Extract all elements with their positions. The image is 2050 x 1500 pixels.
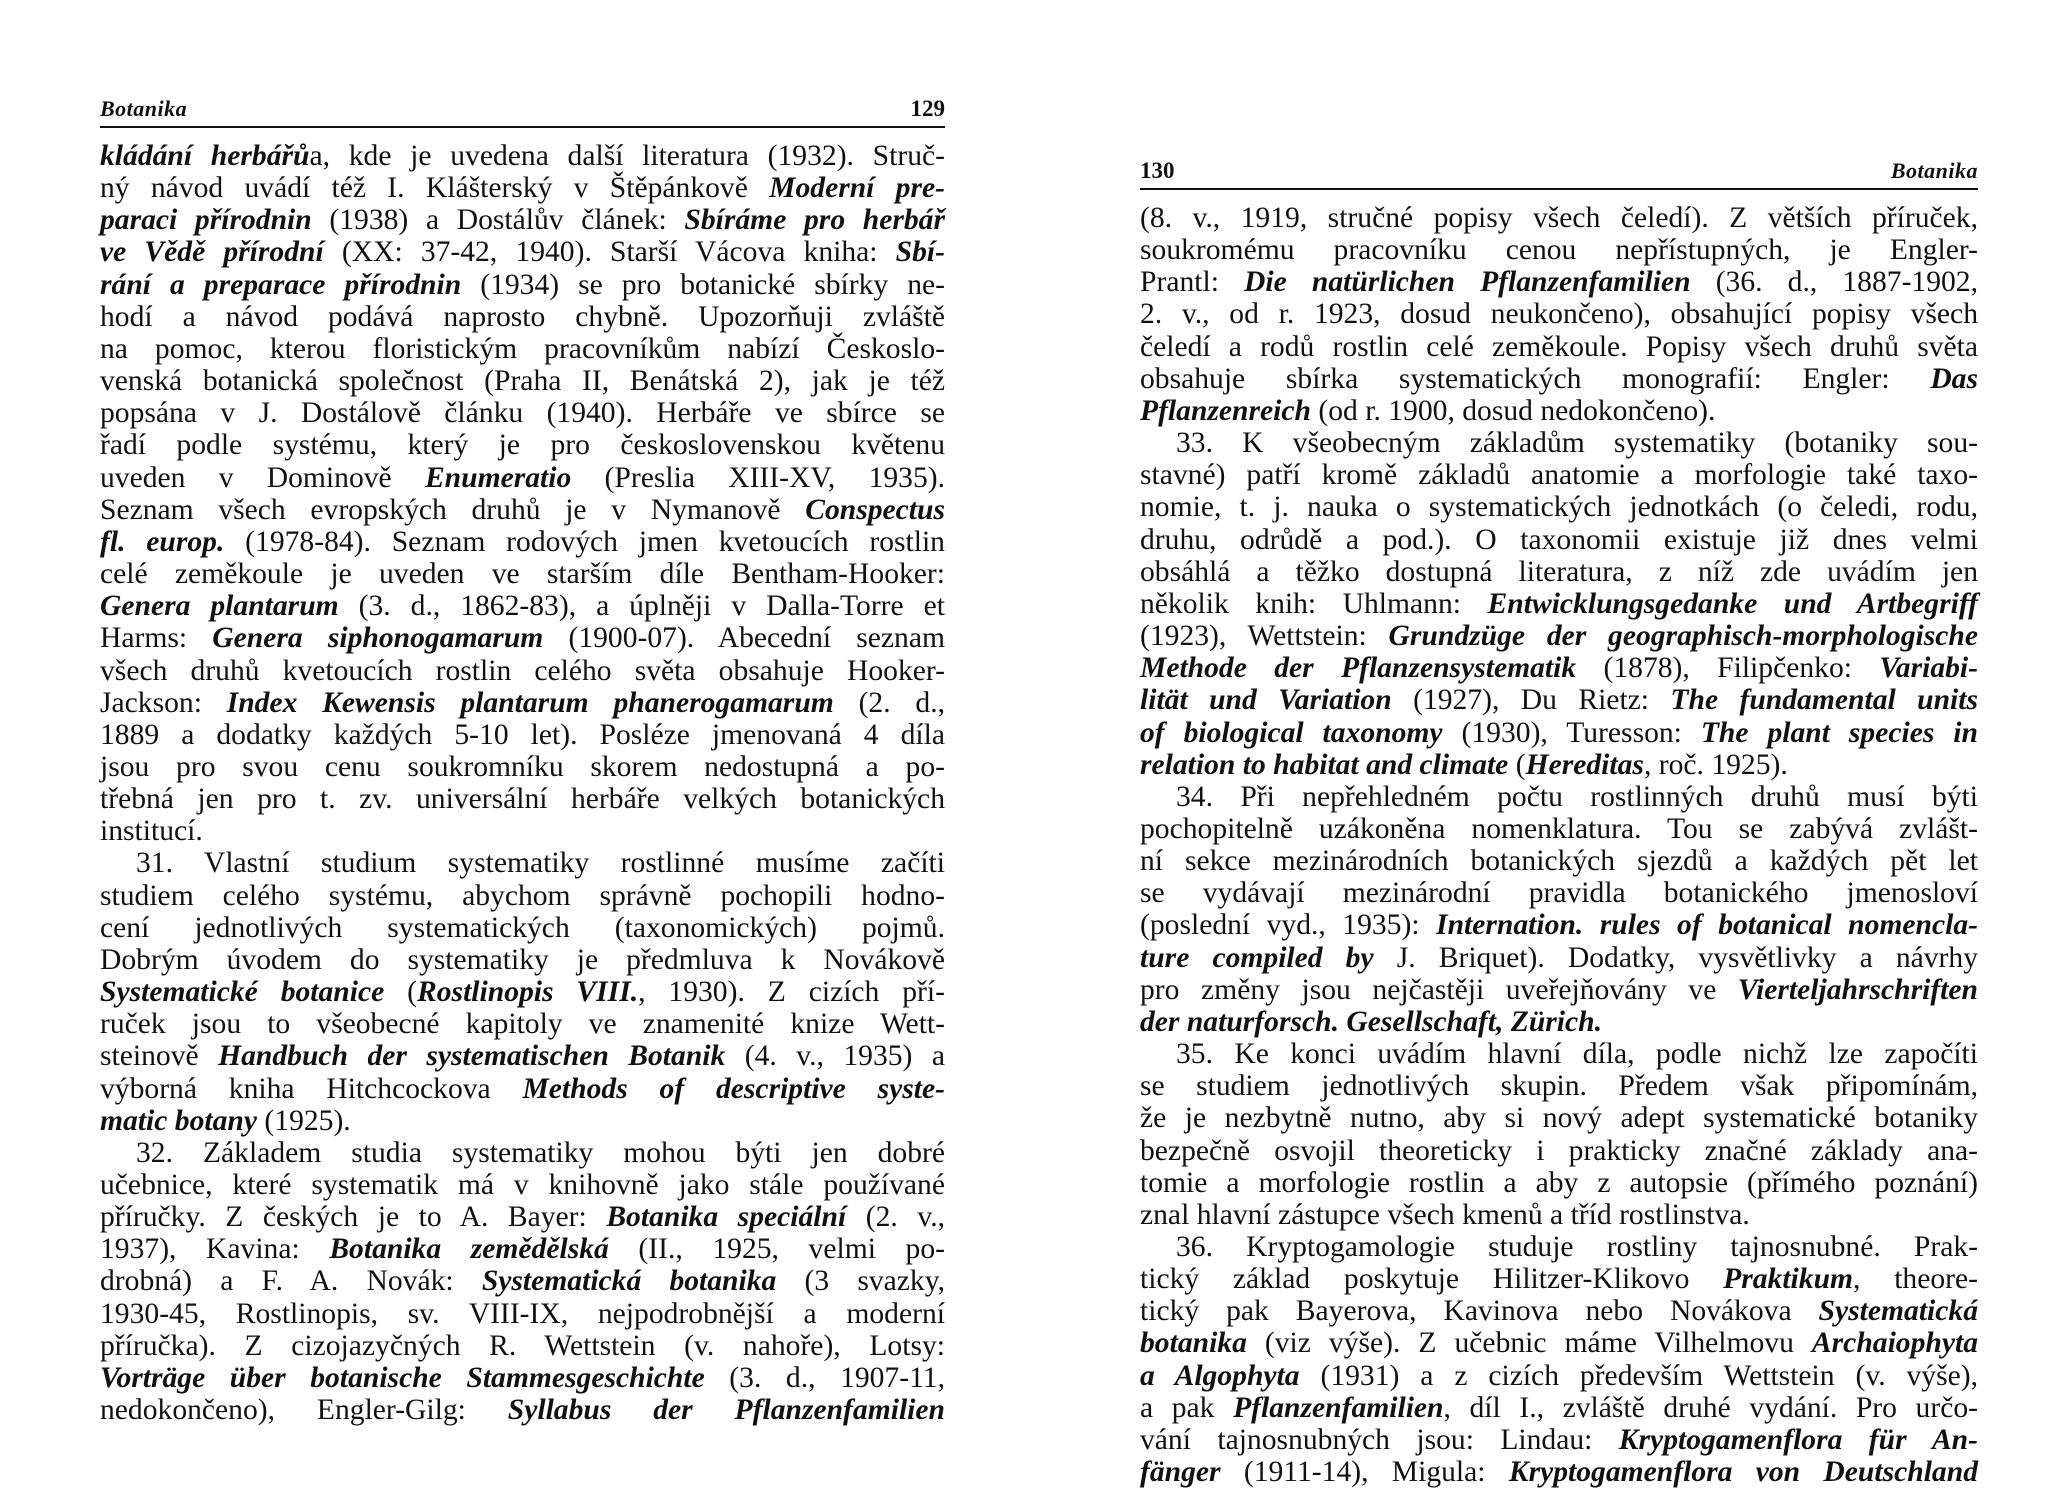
text-run: Harms: — [100, 622, 213, 655]
italic-title: Hereditas — [1525, 748, 1644, 781]
italic-title: Internation. rules of botanical nomencla- — [1436, 909, 1978, 942]
text-run: J. Briquet). Dodatky, vysvětlivky a návrhy — [1373, 941, 1978, 974]
text-run: (2. d., — [833, 686, 945, 719]
text-run: řadí podle systému, který je pro československou květenu — [100, 429, 945, 462]
italic-title: Systematická — [1818, 1295, 1978, 1328]
text-line — [1140, 813, 1978, 845]
text-run: (1934) se pro botanické sbírky ne- — [461, 268, 945, 301]
text-line — [1140, 1456, 1978, 1488]
text-run: 1937), Kavina: — [100, 1233, 330, 1266]
text-line — [1140, 1231, 1978, 1263]
text-run: ný návod uvádí též I. Klášterský v Štěpánkově — [100, 172, 770, 205]
text-line — [100, 751, 945, 783]
text-run: uveden v Dominově — [100, 461, 425, 494]
italic-title: Systematické botanice — [100, 976, 385, 1009]
text-run: druhu, odrůdě a pod.). O taxonomii existuje již dnes velmi — [1140, 523, 1978, 556]
text-run: (8. v., 1919, stručné popisy všech čeledí). Z větších příruček, — [1140, 202, 1978, 234]
text-run: 34. Při nepřehledném počtu rostlinných druhů musí býti — [1176, 780, 1978, 813]
text-run: výborná kniha Hitchcockova — [100, 1072, 523, 1105]
text-run: (1938) a Dostálův článek: — [311, 204, 685, 237]
italic-title: Handbuch der systematischen Botanik — [218, 1040, 726, 1073]
text-line — [1140, 684, 1978, 716]
italic-title: Botanika speciální — [606, 1201, 847, 1234]
italic-title: Systematická botanika — [481, 1265, 777, 1298]
text-line — [1140, 1135, 1978, 1167]
text-run: vání tajnosnubných jsou: Lindau: — [1140, 1423, 1619, 1456]
text-line — [100, 236, 945, 268]
text-line — [100, 1265, 945, 1297]
text-line — [1140, 491, 1978, 523]
italic-title: Variabi- — [1879, 652, 1978, 685]
text-line — [1140, 620, 1978, 652]
text-line — [100, 333, 945, 365]
text-line — [100, 204, 945, 236]
text-run: , díl I., zvláště druhé vydání. Pro určo- — [1443, 1391, 1978, 1424]
text-run: ( — [1508, 748, 1526, 781]
text-run: na pomoc, kterou floristickým pracovníkům nabízí Českoslo- — [100, 332, 945, 365]
italic-title: Genera plantarum — [100, 590, 339, 623]
text-line — [1140, 909, 1978, 941]
text-run: (1931) a z cizích především Wettstein (v. výše), — [1299, 1359, 1979, 1392]
text-run: (viz výše). Z učebnic máme Vilhelmovu — [1246, 1327, 1812, 1360]
left-page — [100, 96, 945, 1426]
text-run: 1930-45, Rostlinopis, sv. VIII-IX, nejpodrobnější a moderní — [100, 1297, 945, 1330]
text-line — [1140, 1327, 1978, 1359]
text-line — [1140, 395, 1978, 427]
italic-title: a Algophyta — [1140, 1359, 1300, 1392]
text-run: se studiem jednotlivých skupin. Předem však připomínám, — [1140, 1070, 1978, 1103]
text-run: 35. Ke konci uvádím hlavní díla, podle nichž lze započíti — [1176, 1038, 1978, 1071]
text-line — [1140, 1006, 1978, 1038]
text-line — [1140, 942, 1978, 974]
text-line — [1140, 749, 1978, 781]
text-run: ní sekce mezinárodních botanických sjezdů a každých pět let — [1140, 845, 1978, 878]
italic-title: Pflanzenreich — [1140, 394, 1311, 427]
text-line — [100, 1040, 945, 1072]
text-run: ruček jsou to všeobecné kapitoly ve znamenité knize Wett- — [100, 1008, 945, 1041]
text-run: nomie, t. j. nauka o systematických jednotkách (o čeledi, rodu, — [1140, 491, 1978, 524]
text-line — [1140, 1263, 1978, 1295]
text-line — [1140, 845, 1978, 877]
running-head: Botanika — [1890, 158, 1978, 183]
text-line — [100, 1073, 945, 1105]
text-run: , theore- — [1853, 1263, 1978, 1296]
text-line — [100, 944, 945, 976]
text-run: cení jednotlivých systematických (taxonomických) pojmů. — [100, 911, 945, 944]
text-run: čeledí a rodů rostlin celé zeměkoule. Popisy všech druhů světa — [1140, 330, 1978, 363]
text-run: jsou pro svou cenu soukromníku skorem nedostupná a po- — [100, 750, 945, 783]
text-run: (3. d., 1862-83), a úplněji v Dalla-Torre et — [338, 590, 945, 623]
italic-title: paraci přírodnin — [100, 204, 312, 237]
text-run: a, kde je uvedena další literatura (1932). Struč- — [309, 140, 945, 172]
text-run: obsahuje sbírka systematických monografií: Engler: — [1140, 362, 1931, 395]
page-number: 129 — [910, 96, 945, 121]
text-line — [100, 397, 945, 429]
italic-title: Rostlinopis VIII. — [417, 976, 639, 1009]
text-line — [100, 1330, 945, 1362]
text-run: obsáhlá a těžko dostupná literatura, z níž zde uvádím jen — [1140, 555, 1978, 588]
text-run: všech druhů kvetoucích rostlin celého světa obsahuje Hooker- — [100, 654, 945, 687]
text-line — [100, 558, 945, 590]
text-line — [100, 622, 945, 654]
text-line — [100, 1394, 945, 1426]
italic-title: Methode der Pflanzensystematik — [1140, 652, 1577, 685]
running-head: Botanika — [100, 96, 188, 121]
text-line — [100, 429, 945, 461]
text-line — [100, 1008, 945, 1040]
text-line — [100, 269, 945, 301]
text-line — [1140, 1167, 1978, 1199]
italic-title: Die natürlichen Pflanzenfamilien — [1244, 266, 1691, 299]
text-run: (1978-84). Seznam rodových jmen kvetoucích rostlin — [224, 525, 945, 558]
italic-title: Kryptogamenflora von Deutschland — [1508, 1456, 1978, 1489]
italic-title: Kryptogamenflora für An- — [1618, 1423, 1978, 1456]
right-page — [1140, 158, 1978, 1488]
text-line — [100, 880, 945, 912]
italic-title: ve Vědě přírodní — [100, 236, 324, 269]
text-run: (1911-14), Migula: — [1220, 1456, 1509, 1489]
text-line — [1140, 202, 1978, 234]
text-run: drobná) a F. A. Novák: — [100, 1265, 482, 1298]
text-line — [100, 365, 945, 397]
italic-title: Vierteljahrschriften — [1737, 973, 1978, 1006]
text-run: 36. Kryptogamologie studuje rostliny tajnosnubné. Prak- — [1176, 1231, 1978, 1263]
text-line — [1140, 1070, 1978, 1102]
italic-title: Das — [1930, 362, 1978, 395]
text-line — [1140, 877, 1978, 909]
right-page-body — [1140, 202, 1978, 1488]
text-line — [1140, 363, 1978, 395]
text-run: znal hlavní zástupce všech kmenů a tříd rostlinstva. — [1140, 1198, 1750, 1231]
text-line — [1140, 1199, 1978, 1231]
text-run: Prantl: — [1140, 266, 1245, 299]
text-run: (36. d., 1887-1902, — [1690, 266, 1979, 299]
text-run: 1889 a dodatky každých 5-10 let). Posléze jmenovaná 4 díla — [100, 718, 945, 751]
text-line — [100, 172, 945, 204]
page-number: 130 — [1140, 158, 1175, 183]
text-line — [100, 462, 945, 494]
text-run: (1930), Turesson: — [1442, 716, 1701, 749]
text-run: 31. Vlastní studium systematiky rostlinné musíme začíti — [136, 847, 945, 880]
text-run: tický pak Bayerova, Kavinova nebo Novákova — [1140, 1295, 1819, 1328]
text-run: Jackson: — [100, 686, 227, 719]
text-run: (Preslia XIII-XV, 1935). — [571, 461, 946, 494]
text-run: (3 svazky, — [776, 1265, 946, 1298]
text-line — [100, 1201, 945, 1233]
text-line — [1140, 974, 1978, 1006]
text-run: (II., 1925, velmi po- — [608, 1233, 945, 1266]
italic-title: relation to habitat and climate — [1140, 748, 1509, 781]
text-line — [100, 1137, 945, 1169]
text-line — [1140, 652, 1978, 684]
italic-title: Methods of descriptive syste- — [522, 1072, 945, 1105]
italic-title: kládání herbářů — [100, 140, 310, 172]
text-line — [1140, 1360, 1978, 1392]
italic-title: Genera siphonogamarum — [212, 622, 544, 655]
italic-title: The fundamental units — [1670, 684, 1978, 717]
italic-title: Botanika zemědělská — [329, 1233, 609, 1266]
text-run: (1927), Du Rietz: — [1391, 684, 1671, 717]
text-run: tomie a morfologie rostlin a aby z autopsie (přímého poznání) — [1140, 1166, 1978, 1199]
text-run: příručka). Z cizojazyčných R. Wettstein (v. nahoře), Lotsy: — [100, 1329, 945, 1362]
text-line — [100, 655, 945, 687]
text-line — [100, 976, 945, 1008]
text-line — [1140, 1424, 1978, 1456]
text-line — [100, 1298, 945, 1330]
text-run: nedokončeno), Engler-Gilg: — [100, 1394, 508, 1427]
text-line — [1140, 524, 1978, 556]
text-line — [1140, 298, 1978, 330]
text-run: steinově — [100, 1040, 219, 1073]
text-run: , 1930). Z cizích pří- — [638, 976, 945, 1009]
text-line — [1140, 717, 1978, 749]
text-line — [100, 494, 945, 526]
italic-title: Sbí- — [895, 236, 945, 269]
text-line — [1140, 234, 1978, 266]
left-page-body — [100, 140, 945, 1426]
text-run: 33. K všeobecným základům systematiky (botaniky sou- — [1176, 427, 1978, 460]
text-run: celé zeměkoule je uveden ve starším díle Bentham-Hooker: — [100, 558, 945, 591]
italic-title: fl. europ. — [100, 525, 225, 558]
text-line — [100, 912, 945, 944]
text-run: institucí. — [100, 815, 203, 848]
italic-title: Syllabus der Pflanzenfamilien — [507, 1394, 945, 1427]
text-line — [1140, 459, 1978, 491]
text-line — [100, 1233, 945, 1265]
text-run: (poslední vyd., 1935): — [1140, 909, 1437, 942]
text-run: že je nezbytně nutno, aby si nový adept systematické botaniky — [1140, 1102, 1978, 1135]
italic-title: rání a preparace přírodnin — [100, 268, 462, 301]
text-run: popsána v J. Dostálově článku (1940). Herbáře ve sbírce se — [100, 397, 945, 430]
text-run: pochopitelně uzákoněna nomenklatura. Tou se zabývá zvlášt- — [1140, 812, 1978, 845]
text-run: (4. v., 1935) a — [725, 1040, 945, 1073]
text-run: tický základ poskytuje Hilitzer-Klikovo — [1140, 1263, 1724, 1296]
text-run: několik knih: Uhlmann: — [1140, 587, 1488, 620]
text-run: (1925). — [257, 1104, 351, 1137]
text-line — [1140, 1038, 1978, 1070]
text-run: soukromému pracovníku cenou nepřístupných, je Engler- — [1140, 234, 1978, 267]
text-run: hodí a návod podává naprosto chybně. Upozorňuji zvláště — [100, 300, 945, 333]
text-line — [1140, 1295, 1978, 1327]
italic-title: fänger — [1140, 1456, 1221, 1489]
text-run: ( — [384, 976, 418, 1009]
italic-title: Vorträge über botanische Stammesgeschichte — [100, 1361, 705, 1394]
italic-title: matic botany — [100, 1104, 258, 1137]
text-run: 32. Základem studia systematiky mohou býti jen dobré — [136, 1136, 945, 1169]
italic-title: of biological taxonomy — [1140, 716, 1443, 749]
text-run: Dobrým úvodem do systematiky je předmluva k Novákově — [100, 943, 945, 976]
text-line — [100, 526, 945, 558]
italic-title: Sbíráme pro herbář — [684, 204, 945, 237]
italic-title: Archaiophyta — [1811, 1327, 1978, 1360]
text-run: venská botanická společnost (Praha II, Benátská 2), jak je též — [100, 365, 945, 398]
italic-title: The plant species in — [1700, 716, 1978, 749]
italic-title: lität und Variation — [1140, 684, 1392, 717]
italic-title: Index Kewensis plantarum phanerogamarum — [226, 686, 834, 719]
italic-title: Entwicklungsgedanke und Artbegriff — [1487, 587, 1978, 620]
text-run: , roč. 1925). — [1643, 748, 1788, 781]
text-run: Seznam všech evropských druhů je v Nymanově — [100, 493, 806, 526]
text-line — [100, 847, 945, 879]
text-line — [100, 1105, 945, 1137]
italic-title: Praktikum — [1723, 1263, 1854, 1296]
text-line — [100, 140, 945, 172]
text-line — [1140, 266, 1978, 298]
text-run: příručky. Z českých je to A. Bayer: — [100, 1201, 607, 1234]
text-run: bezpečně osvojil theoreticky i prakticky značné základy ana- — [1140, 1134, 1978, 1167]
text-run: pro změny jsou nejčastěji uveřejňovány ve — [1140, 973, 1738, 1006]
text-line — [100, 1362, 945, 1394]
text-run: a pak — [1140, 1391, 1234, 1424]
italic-title: Moderní pre- — [769, 172, 945, 205]
text-run: (3. d., 1907-11, — [704, 1361, 946, 1394]
text-line — [100, 687, 945, 719]
text-run: stavné) patří kromě základů anatomie a morfologie také taxo- — [1140, 459, 1978, 492]
text-line — [100, 301, 945, 333]
italic-title: Conspectus — [805, 493, 945, 526]
text-run: učebnice, které systematik má v knihovně jako stále používané — [100, 1169, 945, 1201]
text-run: se vydávají mezinárodní pravidla botanického jmenosloví — [1140, 877, 1978, 910]
text-run: 2. v., od r. 1923, dosud neukončeno), obsahující popisy všech — [1140, 298, 1978, 331]
text-line — [1140, 1392, 1978, 1424]
text-run: (1923), Wettstein: — [1140, 620, 1389, 653]
right-page-header — [1140, 158, 1978, 190]
text-line — [100, 815, 945, 847]
text-line — [1140, 1102, 1978, 1134]
text-line — [100, 1169, 945, 1201]
left-page-header — [100, 96, 945, 128]
text-line — [1140, 588, 1978, 620]
text-line — [1140, 331, 1978, 363]
italic-title: Enumeratio — [424, 461, 572, 494]
text-line — [1140, 427, 1978, 459]
text-line — [100, 719, 945, 751]
text-run: (od r. 1900, dosud nedokončeno). — [1311, 394, 1716, 427]
text-run: (XX: 37-42, 1940). Starší Vácova kniha: — [323, 236, 896, 269]
italic-title: ture compiled by — [1140, 941, 1374, 974]
text-run: (1900-07). Abecední seznam — [543, 622, 946, 655]
text-line — [100, 590, 945, 622]
text-run: studiem celého systému, abychom správně pochopili hodno- — [100, 879, 945, 912]
text-line — [1140, 556, 1978, 588]
italic-title: Grundzüge der geographisch-morphologische — [1388, 620, 1978, 653]
text-run: (2. v., — [846, 1201, 946, 1234]
italic-title: der naturforsch. Gesellschaft, Zürich. — [1140, 1005, 1603, 1038]
text-run: (1878), Filipčenko: — [1576, 652, 1880, 685]
italic-title: Pflanzenfamilien — [1233, 1391, 1444, 1424]
text-run: třebná jen pro t. zv. universální herbáře velkých botanických — [100, 783, 945, 816]
text-line — [100, 783, 945, 815]
text-line — [1140, 781, 1978, 813]
italic-title: botanika — [1140, 1327, 1247, 1360]
